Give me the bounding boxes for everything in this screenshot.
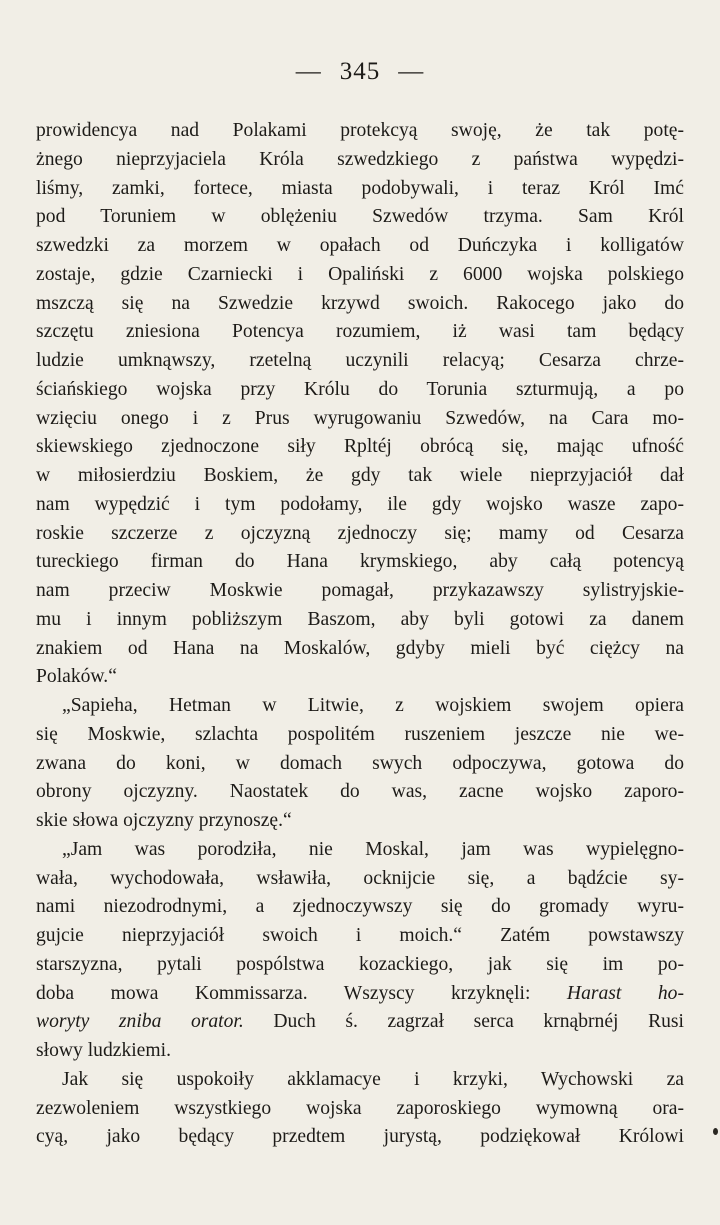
- text-line: w miłosierdziu Boskiem, że gdy tak wiele nieprzyjaciół dał: [36, 465, 684, 486]
- text-line: nam wypędzić i tym podołamy, ile gdy wojsko wasze zapo-: [36, 493, 684, 515]
- text-line: starszyzna, pytali pospólstwa kozackiego, jak się im po-: [36, 953, 684, 975]
- text-line: liśmy, zamki, fortece, miasta podobywali, i teraz Król Imć: [36, 177, 684, 199]
- text-line: wała, wychodowała, wsławiła, ocknijcie się, a bądźcie sy-: [36, 867, 684, 889]
- text-line: gujcie nieprzyjaciół swoich i moich.“ Zatém powstawszy: [36, 925, 684, 946]
- text-line: ściańskiego wojska przy Królu do Torunia szturmują, a po: [36, 378, 684, 400]
- text-line: ludzie umknąwszy, rzetelną uczynili relacyą; Cesarza chrze-: [36, 350, 684, 371]
- header-dash-left: —: [295, 58, 322, 85]
- page-header: [0, 58, 720, 86]
- text-line: Polaków.“: [36, 666, 117, 688]
- text-line: „Jam was porodziła, nie Moskal, jam was wypielęgno-: [62, 838, 684, 860]
- italic-quote: Harast ho-: [566, 982, 684, 1004]
- text-line: skie słowa ojczyzny przynoszę.“: [36, 810, 292, 831]
- text-line: roskie szczerze z ojczyzną zjednoczy się; mamy od Cesarza: [36, 522, 684, 544]
- italic-quote: woryty zniba orator.: [36, 1011, 244, 1033]
- text-line: szwedzki za morzem w opałach od Duńczyka i kolligatów: [36, 235, 684, 256]
- text-line: „Sapieha, Hetman w Litwie, z wojskiem swojem opiera: [62, 695, 684, 716]
- body-text: [36, 117, 684, 1152]
- text-line: doba mowa Kommissarza. Wszyscy krzyknęli: Harast ho-: [36, 982, 684, 1004]
- text-line: znakiem od Hana na Moskalów, gdyby mieli być ciężcy na: [36, 637, 684, 659]
- text-line: pod Toruniem w oblężeniu Szwedów trzyma. Sam Król: [36, 206, 684, 228]
- text-line: słowy ludzkiemi.: [36, 1040, 171, 1061]
- text-line: Jak się uspokoiły akklamacye i krzyki, Wychowski za: [62, 1068, 684, 1090]
- text-line: nami niezodrodnymi, a zjednoczywszy się do gromady wyru-: [36, 896, 684, 918]
- text-line: szczętu zniesiona Potencya rozumiem, iż wasi tam będący: [36, 321, 684, 343]
- page-number: 345: [339, 58, 381, 85]
- text-line: tureckiego firman do Hana krymskiego, aby całą potencyą: [36, 551, 684, 573]
- text-line: mu i innym pobliższym Baszom, aby byli gotowi za danem: [36, 608, 684, 630]
- margin-mark: [713, 1128, 718, 1135]
- header-dash-right: —: [398, 58, 425, 85]
- text-line: się Moskwie, szlachta pospolitém ruszeniem jeszcze nie we-: [36, 723, 684, 745]
- text-line: żnego nieprzyjaciela Króla szwedzkiego z państwa wypędzi-: [36, 148, 684, 170]
- text-line: obrony ojczyzny. Naostatek do was, zacne wojsko zaporo-: [36, 781, 684, 803]
- text-line: wzięciu onego i z Prus wyrugowaniu Szwedów, na Cara mo-: [36, 407, 684, 429]
- text-line: mszczą się na Szwedzie krzywd swoich. Rakocego jako do: [36, 292, 684, 314]
- text-line: cyą, jako będący przedtem jurystą, podziękował Królowi: [36, 1126, 684, 1148]
- text-line: woryty zniba orator. Duch ś. zagrzał serca krnąbrnéj Rusi: [36, 1011, 684, 1033]
- text-line: zwana do koni, w domach swych odpoczywa, gotowa do: [36, 752, 684, 774]
- text-line: nam przeciw Moskwie pomagał, przykazawszy sylistryjskie-: [36, 580, 684, 601]
- text-line: zezwoleniem wszystkiego wojska zaporoskiego wymowną ora-: [36, 1097, 684, 1119]
- text-line: zostaje, gdzie Czarniecki i Opaliński z 6000 wojska polskiego: [36, 263, 684, 285]
- text-line: skiewskiego zjednoczone siły Rpltéj obrócą się, mając ufność: [36, 436, 684, 458]
- text-line: prowidencya nad Polakami protekcyą swoję, że tak potę-: [36, 120, 684, 141]
